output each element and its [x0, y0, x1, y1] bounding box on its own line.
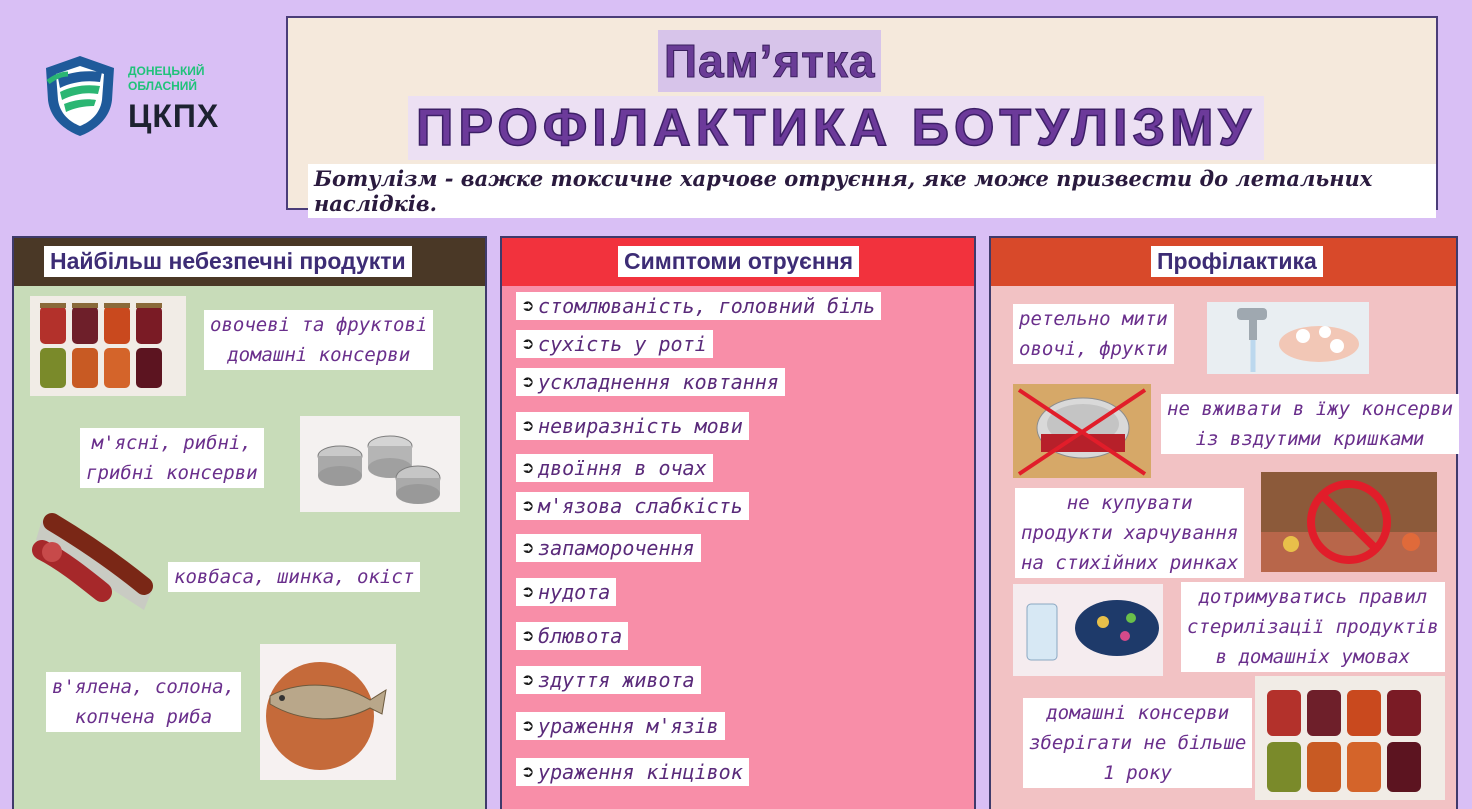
list-item: ➲ стомлюваність, головний біль: [516, 292, 881, 320]
symptoms-panel: [500, 236, 976, 809]
list-item: дотримуватись правил стерилізації продуктів в домашніх умовах: [1181, 582, 1445, 672]
list-item: не вживати в їжу консерви із вздутими кришками: [1161, 394, 1459, 454]
dangerous-products-panel: [12, 236, 487, 809]
prevention-header: [991, 238, 1456, 286]
logo: [40, 52, 240, 142]
arrow-icon: ➲: [522, 414, 535, 438]
arrow-icon: ➲: [522, 624, 535, 648]
arrow-icon: ➲: [522, 456, 535, 480]
arrow-icon: ➲: [522, 668, 535, 692]
header-panel: [286, 16, 1438, 216]
list-item: не купувати продукти харчування на стихійних ринках: [1015, 488, 1244, 578]
arrow-icon: ➲: [522, 760, 535, 784]
page-subtitle: Ботулізм - важке токсичне харчове отруєння, яке може призвести до летальних наслідків.: [308, 164, 1436, 218]
list-item: ➲ двоїння в очах: [516, 454, 713, 482]
arrow-icon: ➲: [522, 370, 535, 394]
dried-fish-image: [260, 644, 396, 780]
list-item: ➲ сухість у роті: [516, 330, 713, 358]
arrow-icon: ➲: [522, 714, 535, 738]
page-title: ПРОФІЛАКТИКА БОТУЛІЗМУ: [408, 96, 1264, 160]
list-item: ➲ запаморочення: [516, 534, 701, 562]
list-item: овочеві та фруктові домашні консерви: [204, 310, 433, 370]
arrow-icon: ➲: [522, 294, 535, 318]
list-item: ➲ невиразність мови: [516, 412, 749, 440]
arrow-icon: ➲: [522, 332, 535, 356]
bacteria-dish-image: [1013, 584, 1163, 676]
memo-label: Пам’ятка: [658, 30, 881, 92]
list-item: ➲ ураження м'язів: [516, 712, 725, 740]
list-item: ➲ нудота: [516, 578, 616, 606]
list-item: домашні консерви зберігати не більше 1 року: [1023, 698, 1252, 788]
sausage-image: [32, 500, 162, 620]
symptoms-header: [502, 238, 974, 286]
crossed-can-image: [1013, 384, 1151, 478]
dangerous-products-header: [14, 238, 485, 286]
arrow-icon: ➲: [522, 494, 535, 518]
arrow-icon: ➲: [522, 536, 535, 560]
cans-image: [300, 416, 460, 512]
list-item: ➲ блювота: [516, 622, 628, 650]
list-item: ➲ ураження кінцівок: [516, 758, 749, 786]
arrow-icon: ➲: [522, 580, 535, 604]
list-item: м'ясні, рибні, грибні консерви: [80, 428, 264, 488]
list-item: ковбаса, шинка, окіст: [168, 562, 420, 592]
logo-abbr: ЦКПХ: [128, 98, 220, 134]
dangerous-products-title: Найбільш небезпечні продукти: [44, 246, 412, 277]
list-item: ➲ здуття живота: [516, 666, 701, 694]
prevention-title: Профілактика: [1151, 246, 1323, 277]
symptoms-title: Симптоми отруєння: [618, 246, 859, 277]
shield-icon: [40, 52, 120, 138]
list-item: ретельно мити овочі, фрукти: [1013, 304, 1174, 364]
logo-org-name: ДОНЕЦЬКИЙ ОБЛАСНИЙ: [128, 64, 205, 93]
washing-hands-image: [1207, 302, 1369, 374]
list-item: в'ялена, солона, копчена риба: [46, 672, 241, 732]
no-market-image: [1261, 472, 1437, 572]
prevention-panel: [989, 236, 1458, 809]
jars-image: [1255, 676, 1445, 800]
list-item: ➲ м'язова слабкість: [516, 492, 749, 520]
list-item: ➲ ускладнення ковтання: [516, 368, 785, 396]
jars-image: [30, 296, 186, 396]
